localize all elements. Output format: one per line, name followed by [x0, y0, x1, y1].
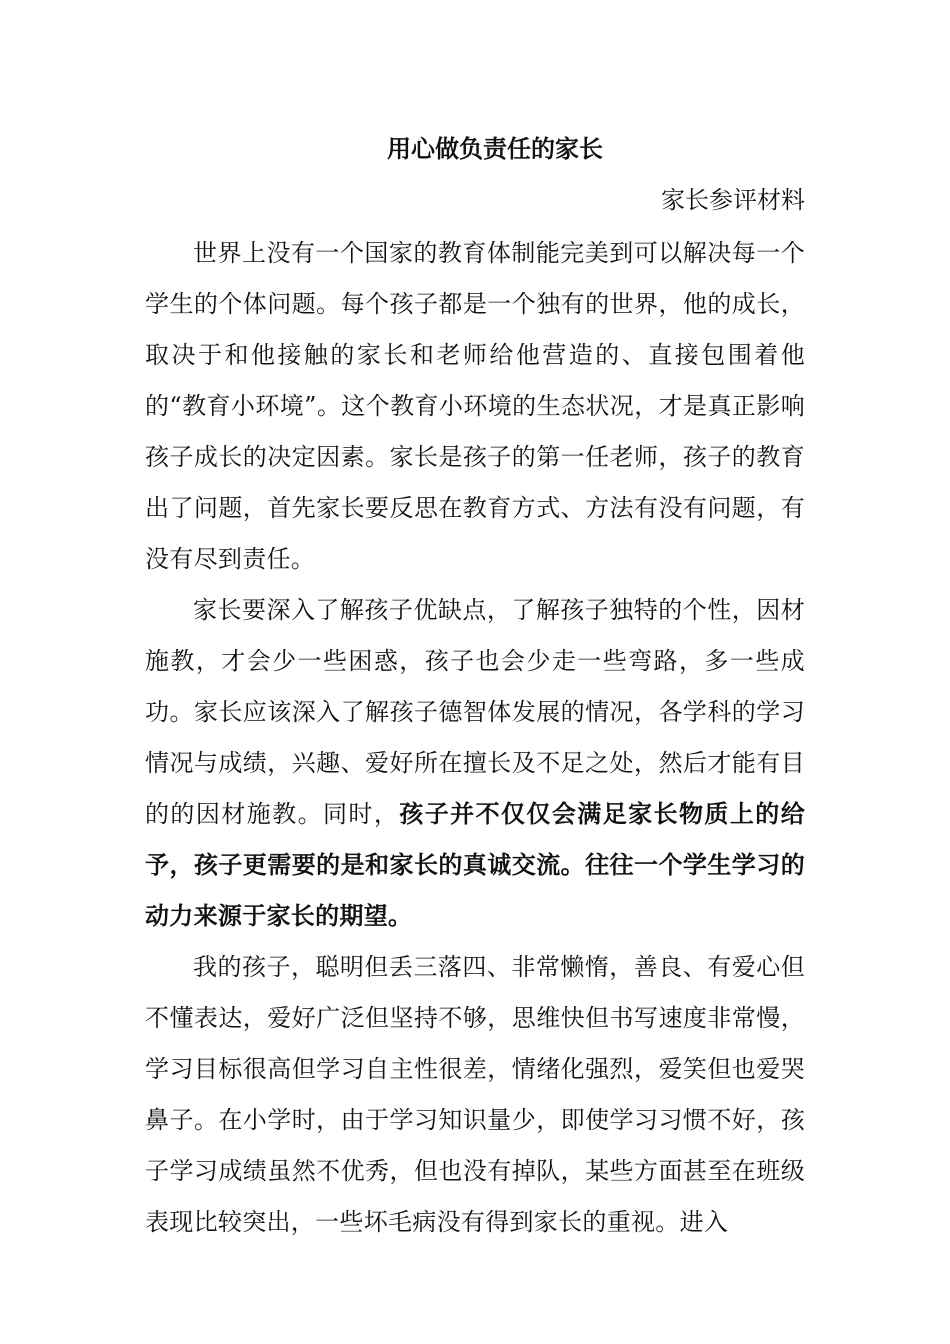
paragraph-2-emphasis: 孩子并不仅仅会满足家长物质上的给予，孩子更需要的是和家长的真诚交流。往往一个学生学习的动力来源于家长的期望。 — [145, 800, 805, 930]
paragraph-3 — [145, 942, 805, 1248]
document-subtitle: 家长参评材料 — [661, 186, 805, 214]
paragraph-1 — [145, 228, 805, 585]
paragraph-1-text: 世界上没有一个国家的教育体制能完美到可以解决每一个学生的个体问题。每个孩子都是一个独有的世界，他的成长，取决于和他接触的家长和老师给他营造的、直接包围着他的“教育小环境”。这个教育小环境的生态状况，才是真正影响孩子成长的决定因素。家长是孩子的第一任老师，孩子的教育出了问题，首先家长要反思在教育方式、方法有没有问题，有没有尽到责任。 — [145, 239, 805, 573]
document-body — [145, 228, 805, 1248]
paragraph-2-text: 家长要深入了解孩子优缺点，了解孩子独特的个性，因材施教，才会少一些困惑，孩子也会少走一些弯路，多一些成功。家长应该深入了解孩子德智体发展的情况，各学科的学习情况与成绩，兴趣、爱好所在擅长及不足之处，然后才能有目的的因材施教。同时， — [145, 596, 805, 828]
paragraph-3-text: 我的孩子，聪明但丢三落四、非常懒惰，善良、有爱心但不懂表达，爱好广泛但坚持不够，思维快但书写速度非常慢，学习目标很高但学习自主性很差，情绪化强烈，爱笑但也爱哭鼻子。在小学时，由于学习知识量少，即使学习习惯不好，孩子学习成绩虽然不优秀，但也没有掉队，某些方面甚至在班级表现比较突出，一些坏毛病没有得到家长的重视。进入 — [145, 953, 805, 1236]
paragraph-2 — [145, 585, 805, 942]
document-title: 用心做负责任的家长 — [387, 135, 603, 163]
